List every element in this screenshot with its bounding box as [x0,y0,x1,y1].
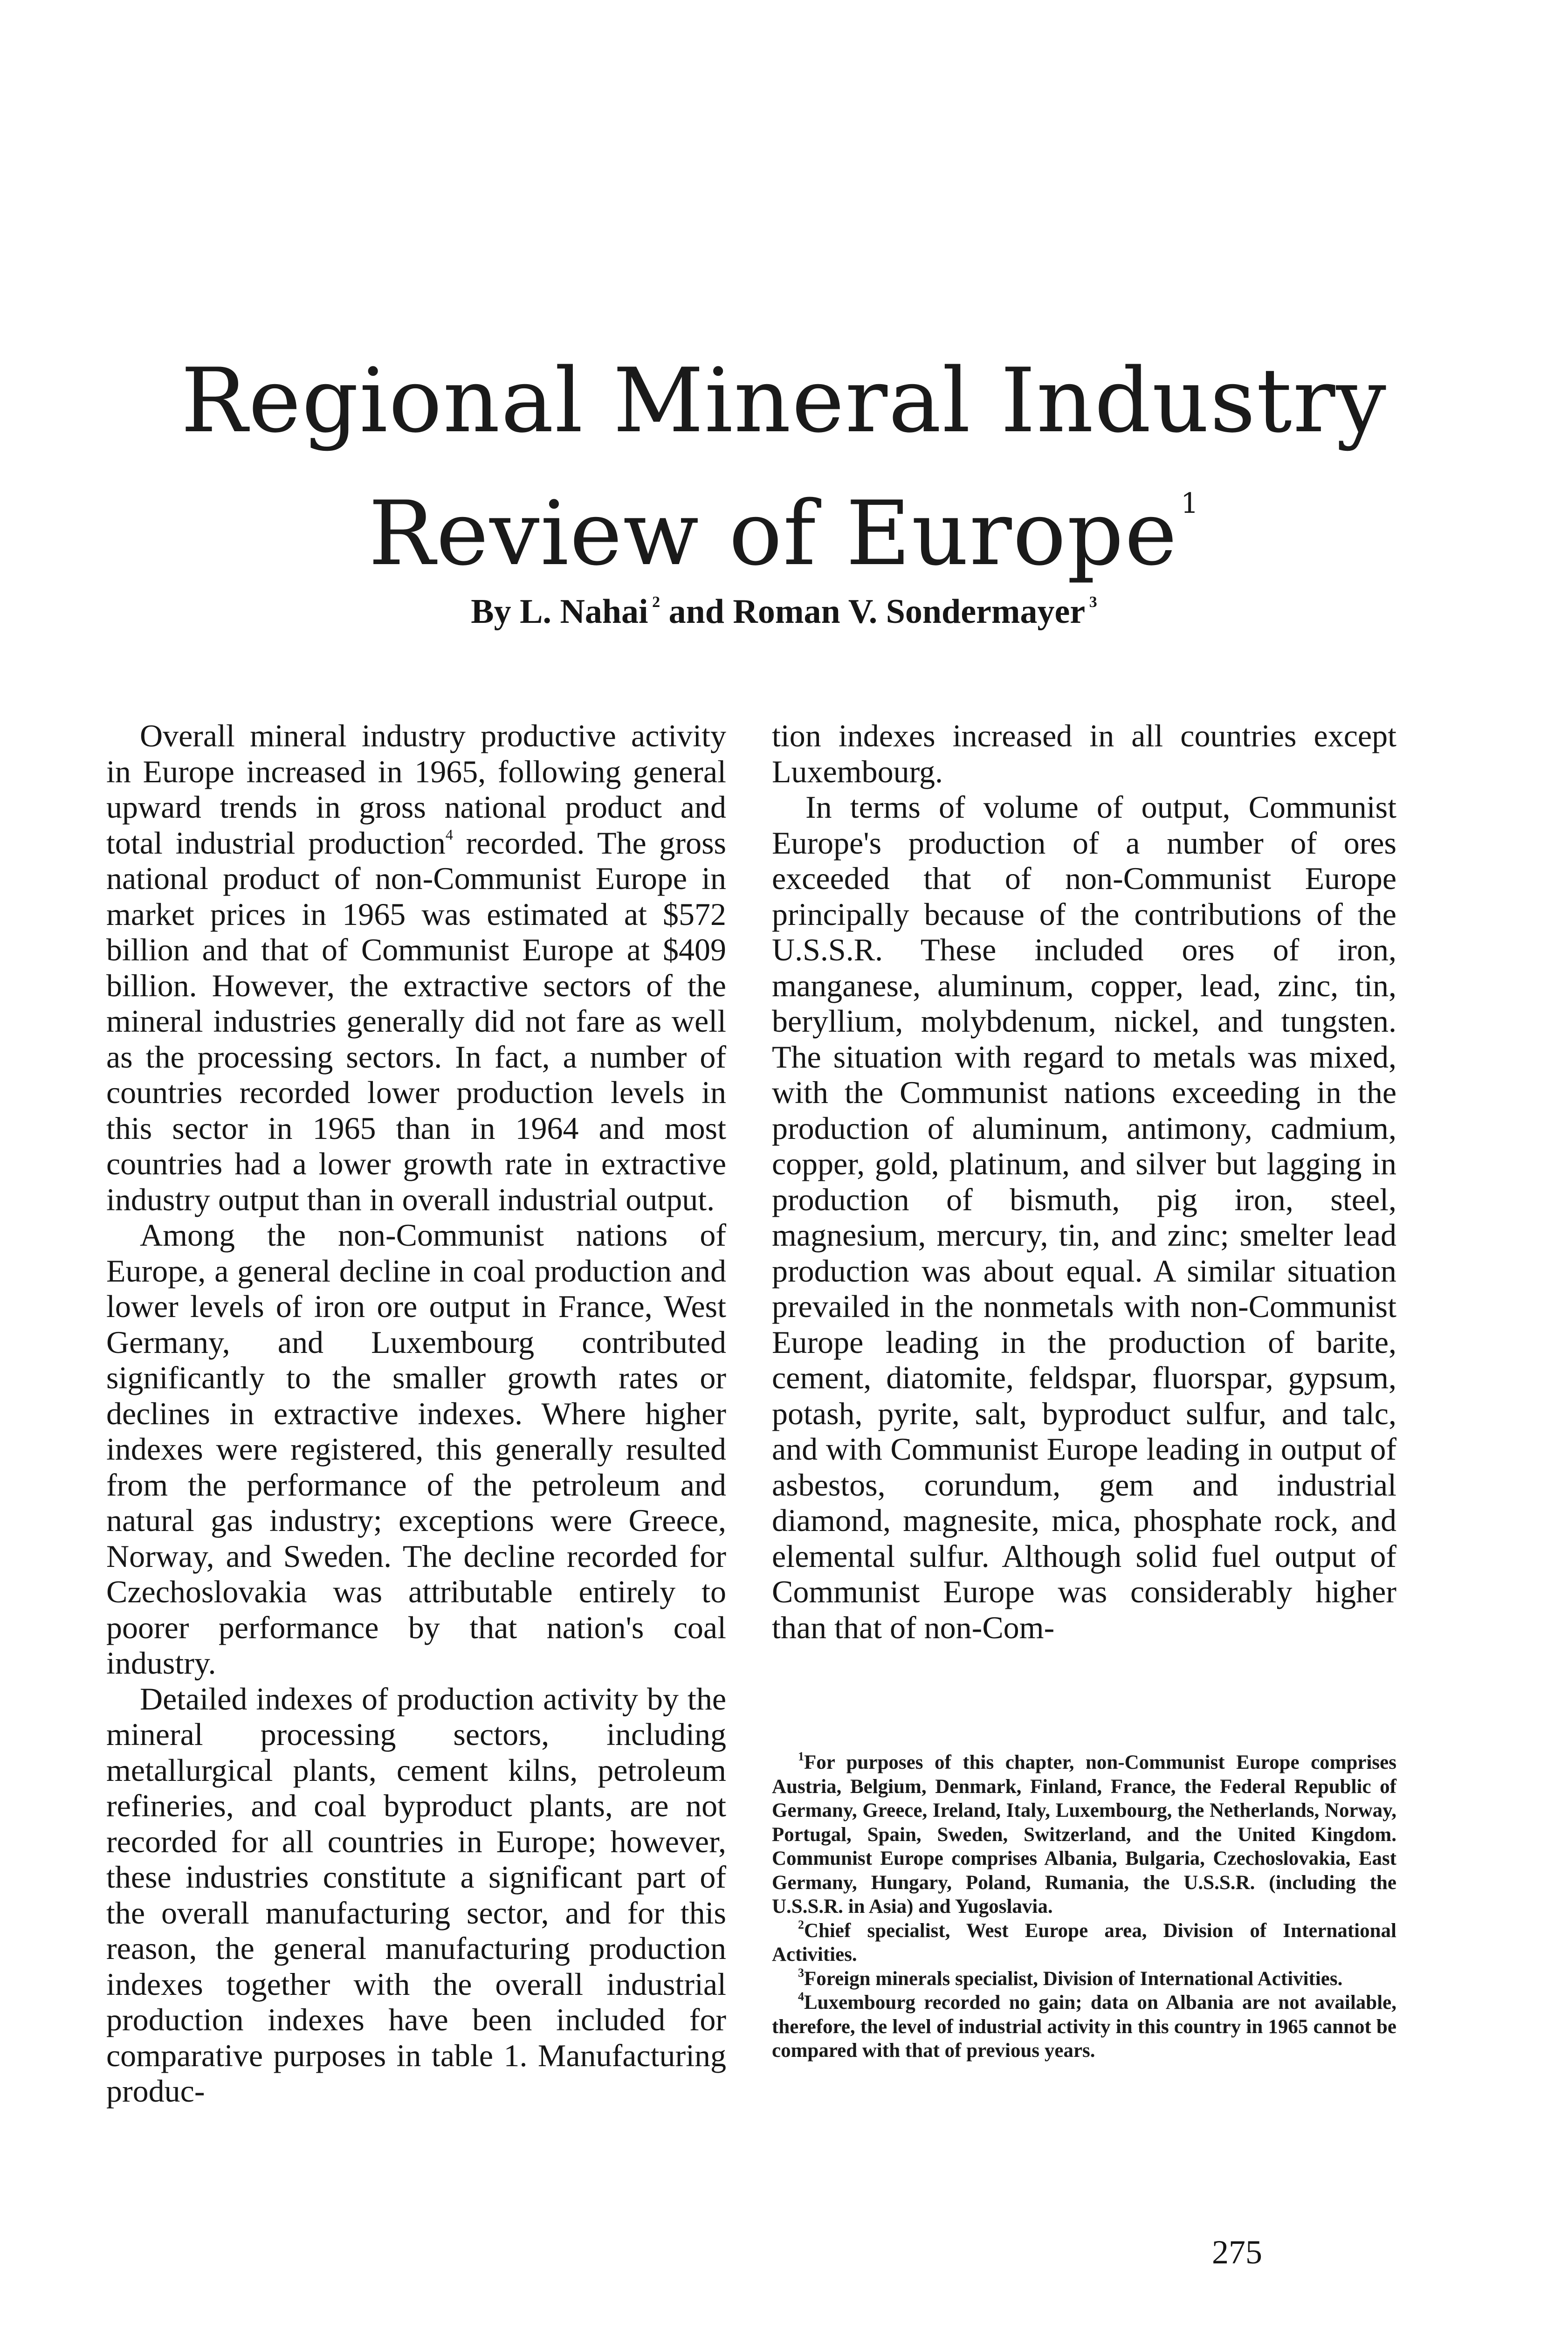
footnote-ref-4: 4 [445,826,453,843]
right-paragraph-1: tion indexes increased in all countries except Luxembourg. [772,718,1396,789]
title-footnote-marker: 1 [1181,487,1200,520]
footnote-1-text: For purposes of this chapter, non-Communist Europe comprises Austria, Belgium, Denmark, Finland, France, the Federal Republic of Germany, Greece, Ireland, Italy, Luxembourg, the Netherlands, Norway, Portugal, Spain, Sweden, Switzerland, and the United Kingdom. Communist Europe comprises Albania, Bulgaria, Czechoslovakia, East Germany, Hungary, Poland, Rumania, the U.S.S.R. (including the U.S.S.R. in Asia) and Yugoslavia. [772,1752,1396,1917]
title-line-1-text: Regional Mineral Industry [181,349,1387,452]
right-column [772,718,1396,1645]
footnote-3-mark: 3 [798,1965,804,1979]
byline-author-1: By L. Nahai [471,593,648,631]
left-paragraph-1b: recorded. The gross national product of non-Communist Europe in market prices in 1965 was estimated at $572 billion and that of Communist Europe at $409 billion. However, the extractive sectors of the mineral industries generally did not fare as well as the processing sectors. In fact, a number of countries recorded lower production levels in this sector in 1965 than in 1964 and most countries had a lower growth rate in extractive industry output than in overall industrial output. [106,825,726,1217]
footnote-1-mark: 1 [798,1750,804,1763]
page-number: 275 [1212,2234,1262,2271]
footnote-3-text: Foreign minerals specialist, Division of International Activities. [804,1967,1343,1990]
footnote-4-text: Luxembourg recorded no gain; data on Albania are not available, therefore, the level of industrial activity in this country in 1965 cannot be compared with that of previous years. [772,1992,1396,2062]
byline-author-2: and Roman V. Sondermayer [668,593,1086,631]
title-line-2-text: Review of Europe [368,482,1178,585]
left-paragraph-2: Among the non-Communist nations of Europe, a general decline in coal production and lower levels of iron ore output in France, West Germany, and Luxembourg contributed significantly to the smaller growth rates or declines in extractive indexes. Where higher indexes were registered, this generally resulted from the performance of the petroleum and natural gas industry; exceptions were Greece, Norway, and Sweden. The decline recorded for Czechoslovakia was attributable entirely to poorer performance by that nation's coal industry. [106,1217,726,1681]
byline [0,592,1568,632]
footnotes [772,1751,1396,2063]
left-paragraph-3: Detailed indexes of production activity by the mineral processing sectors, including metallurgical plants, cement kilns, petroleum refineries, and coal byproduct plants, are not recorded for all countries in Europe; however, these industries constitute a significant part of the overall manufacturing sector, and for this reason, the general manufacturing production indexes together with the overall industrial production indexes have been included for comparative purposes in table 1. Manufacturing produc- [106,1681,726,2109]
byline-mark-2: 3 [1089,593,1097,611]
page-title-line-2 [0,448,1568,590]
footnote-2 [772,1919,1396,1967]
left-column [106,718,726,2109]
footnote-4-mark: 4 [798,1990,804,2003]
footnote-2-text: Chief specialist, West Europe area, Division of International Activities. [772,1919,1396,1965]
page-title-line-1 [0,345,1568,457]
left-paragraph-1 [106,718,726,1217]
footnote-3 [772,1967,1396,1991]
left-paragraph-1a: Overall mineral industry productive activity in Europe increased in 1965, following general upward trends in gross national product and total industrial production [106,718,726,861]
footnote-1 [772,1751,1396,1919]
footnote-2-mark: 2 [798,1917,804,1931]
footnote-4 [772,1991,1396,2063]
right-paragraph-2: In terms of volume of output, Communist Europe's production of a number of ores exceeded that of non-Communist Europe principally because of the contributions of the U.S.S.R. These included ores of iron, manganese, aluminum, copper, lead, zinc, tin, beryllium, molybdenum, nickel, and tungsten. The situation with regard to metals was mixed, with the Communist nations exceeding in the production of aluminum, antimony, cadmium, copper, gold, platinum, and silver but lagging in production of bismuth, pig iron, steel, magnesium, mercury, tin, and zinc; smelter lead production was about equal. A similar situation prevailed in the nonmetals with non-Communist Europe leading in the production of barite, cement, diatomite, feldspar, fluorspar, gypsum, potash, pyrite, salt, byproduct sulfur, and talc, and with Communist Europe leading in output of asbestos, corundum, gem and industrial diamond, magnesite, mica, phosphate rock, and elemental sulfur. Although solid fuel output of Communist Europe was considerably higher than that of non-Com- [772,789,1396,1645]
byline-mark-1: 2 [652,593,660,611]
